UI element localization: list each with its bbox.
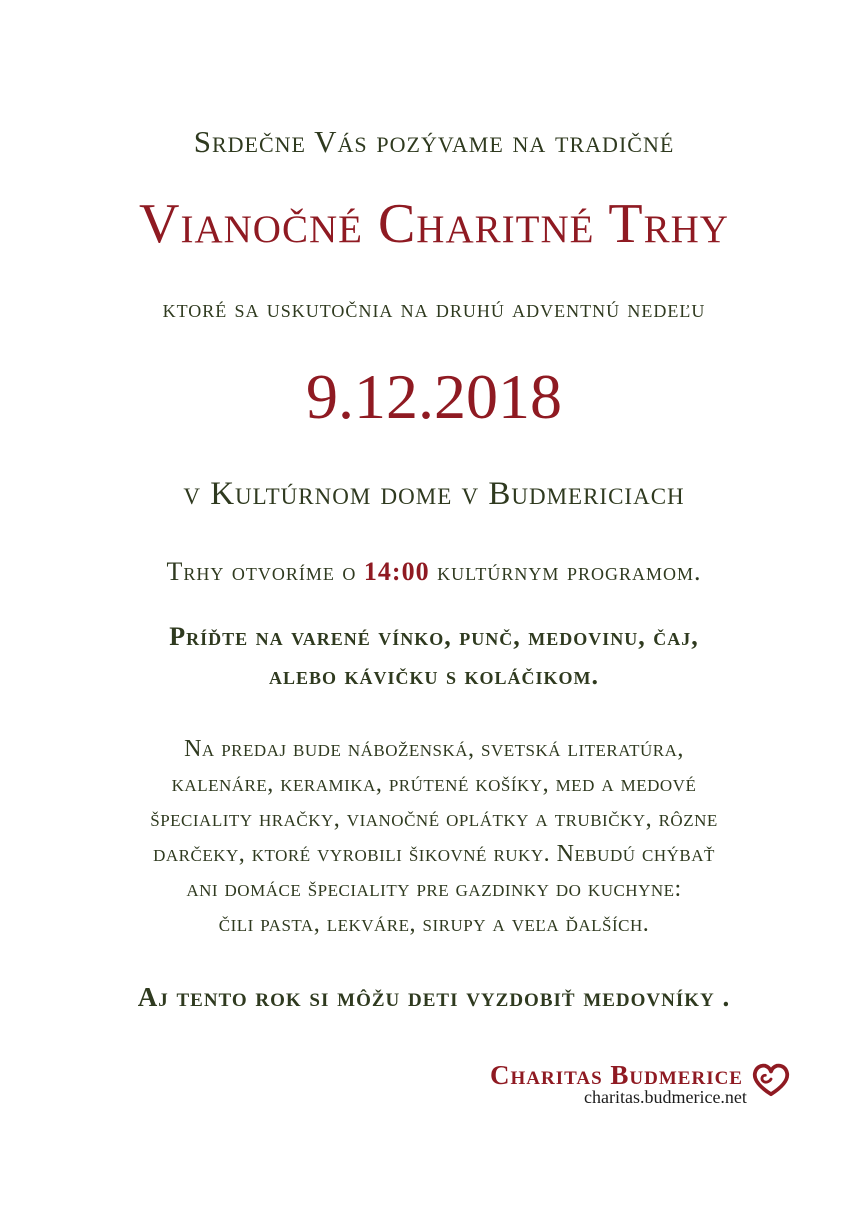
- organizer-website: charitas.budmerice.net: [584, 1087, 747, 1107]
- offer-line: darčeky, ktoré vyrobili šikovné ruky. Nebudú chýbať: [153, 841, 715, 867]
- event-title: Vianočné Charitné Trhy: [139, 193, 729, 255]
- opening-line: [0, 557, 868, 587]
- offer-line: špeciality hračky, vianočné oplátky a trubičky, rôzne: [150, 806, 718, 832]
- opening-time: 14:00: [363, 557, 430, 586]
- event-occasion-line: ktoré sa uskutočnia na druhú adventnú nedeľu: [162, 296, 706, 323]
- offer-line: ani domáce špeciality pre gazdinky do kuchyne:: [186, 876, 682, 902]
- heart-logo-icon: [752, 1062, 790, 1098]
- offer-line: čili pasta, lekváre, sirupy a veľa ďalších.: [218, 911, 650, 937]
- drinks-line-1: Príďte na varené vínko, punč, medovinu, čaj,: [169, 622, 699, 651]
- organizer-name: Charitas Budmerice: [490, 1060, 743, 1090]
- opening-text-before: Trhy otvoríme o: [166, 557, 364, 586]
- offer-line: Na predaj bude náboženská, svetská literatúra,: [184, 736, 684, 762]
- offer-description: [0, 732, 868, 942]
- drinks-line-2: alebo kávičku s koláčikom.: [268, 661, 600, 690]
- organizer-signature: [490, 1060, 800, 1110]
- opening-text-after: kultúrnym programom.: [429, 557, 702, 586]
- venue-line: v Kultúrnom dome v Budmericiach: [183, 476, 685, 512]
- invitation-line: Srdečne Vás pozývame na tradičné: [193, 124, 675, 159]
- offer-line: kalenáre, keramika, prútené košíky, med a medové: [171, 771, 697, 797]
- event-date: 9.12.2018: [306, 361, 562, 432]
- gingerbread-activity-line: Aj tento rok si môžu deti vyzdobiť medovníky .: [137, 982, 731, 1012]
